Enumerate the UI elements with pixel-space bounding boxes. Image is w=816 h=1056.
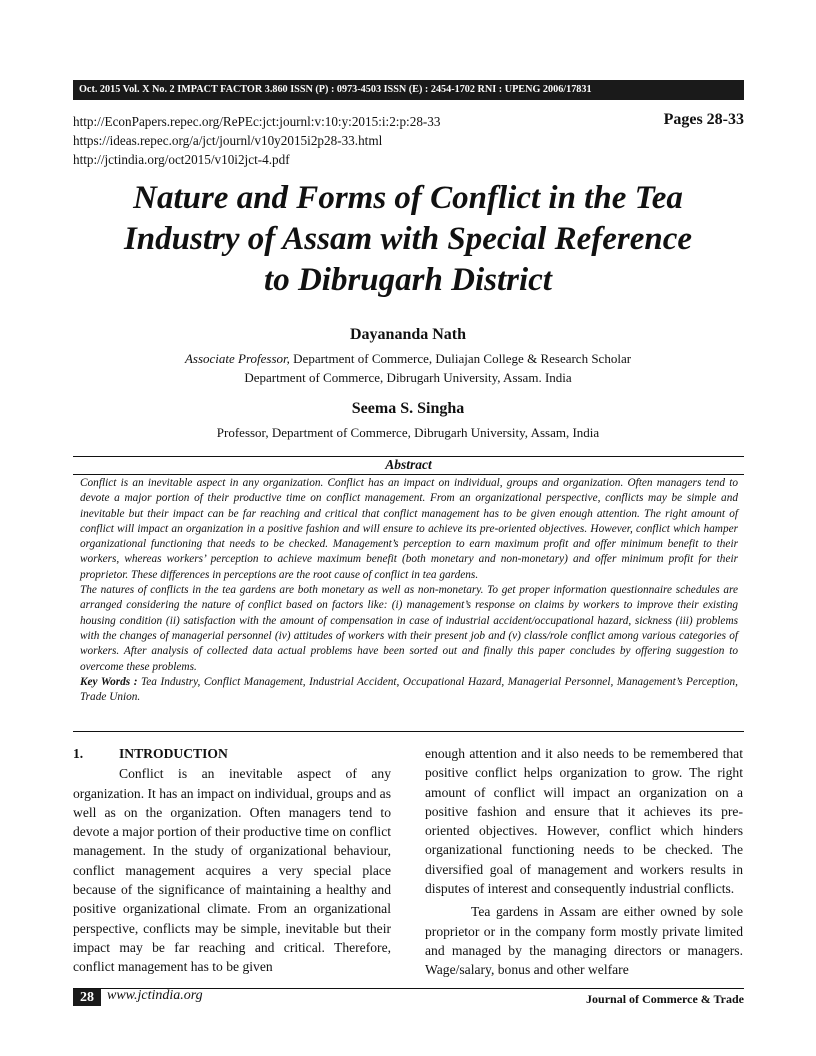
section-heading [73, 744, 391, 763]
keywords [80, 675, 738, 706]
author-2-name: Seema S. Singha [351, 400, 465, 417]
author-2-affiliation [60, 423, 756, 442]
body-column-left [73, 744, 391, 977]
title-line-1: Nature and Forms of Conflict in the Tea [133, 180, 683, 216]
repository-links [73, 112, 441, 169]
intro-paragraph-1-continued: enough attention and it also needs to be remembered that positive conflict helps organization to grow. The right amount of conflict will impact an organization on a positive fashion and ensure that it achieves its pre-oriented objectives. However, conflict which hinders organizational functioning needs to be checked. The diversified goal of management and workers results in disputes of interest and consequently industrial conflicts. [425, 746, 743, 897]
section-number: 1. [73, 746, 84, 761]
intro-paragraph-2: Tea gardens in Assam are either owned by sole proprietor or in the company form mostly private limited and managed by the managing directors or managers. Wage/salary, bonus and other welfare [425, 904, 743, 978]
section-title: INTRODUCTION [119, 746, 228, 761]
econpapers-link[interactable]: http://EconPapers.repec.org/RePEc:jct:journl:v:10:y:2015:i:2:p:28-33 [73, 114, 441, 129]
author-1-affil-line-2: Department of Commerce, Dibrugarh University, Assam. India [244, 370, 572, 385]
page-range: Pages 28-33 [663, 111, 744, 128]
ideas-repec-link[interactable]: https://ideas.repec.org/a/jct/journl/v10y2015i2p28-33.html [73, 133, 383, 148]
author-2-affil-line-1: Professor, Department of Commerce, Dibrugarh University, Assam, India [216, 425, 600, 440]
jctindia-pdf-link[interactable]: http://jctindia.org/oct2015/v10i2jct-4.pdf [73, 152, 290, 167]
author-1-affiliation [60, 349, 756, 387]
abstract-text [80, 476, 738, 705]
author-1-role: Associate Professor, [184, 351, 290, 366]
paper-title [60, 178, 756, 301]
abstract-paragraph-2: The natures of conflicts in the tea gardens are both monetary as well as non-monetary. To get proper information questionnaire schedules are arranged considering the nature of conflict based on factors like: (i) management’s response on claims by workers to improve their existing housing condition (ii) satisfaction with the amount of compensation in case of industrial accident/occupational hazard, sickness (iii) problems with the changes of managerial personnel (iv) attitudes of workers with their present job and (v) class/role conflict among various categories of workers. After analysis of collected data actual problems have been sorted out and finally this paper concludes by offering suggestion to overcome these problems. [80, 584, 738, 673]
issue-info-bar: Oct. 2015 Vol. X No. 2 IMPACT FACTOR 3.860 ISSN (P) : 0973-4503 ISSN (E) : 2454-1702 RNI : UPENG 2006/17831 [73, 80, 744, 100]
intro-paragraph-1: Conflict is an inevitable aspect of any organization. It has an impact on individual, groups and as well as on the organization. Often managers tend to devote a major portion of their productive time on conflict management. In the study of organizational behaviour, conflict management acquires a very special place because of the significance of maintaining a healthy and positive organizational climate. From an organizational perspective, conflicts may be simple, inevitable but their impact may be far reaching and critical. Therefore, conflict management has to be given [73, 766, 391, 975]
keywords-list: Tea Industry, Conflict Management, Industrial Accident, Occupational Hazard, Managerial Personnel, Management’s Perception, Trade Union. [80, 675, 738, 704]
body-column-right [425, 744, 743, 980]
title-line-3: to Dibrugarh District [264, 262, 552, 298]
abstract-paragraph-1: Conflict is an inevitable aspect in any organization. Conflict has an impact on individual, groups and organization. Often managers tend to devote a major portion of their productive time on conflict management. From an organizational perspective, conflicts may be simple and inevitable but their impact can be far reaching and critical that conflict management has to be given enough attention. The right amount of conflict will impact an organization in a positive fashion and will ensure to achieve its pre-oriented objectives. However, conflict which hamper organizational functioning that needs to be checked. Management’s perception to earn maximum profit and offer minimum benefit to their workers, whereas workers’ perception to achieve maximum benefit (both monetary and non-monetary) and offer minimum profit for their proprietor. These differences in perceptions are the root cause of conflict in tea gardens. [80, 477, 738, 581]
author-1-name: Dayananda Nath [349, 326, 467, 343]
title-line-2: Industry of Assam with Special Reference [123, 221, 693, 257]
abstract-heading: Abstract [385, 457, 432, 472]
abstract-divider [73, 474, 744, 475]
keywords-label: Key Words : [80, 675, 138, 688]
page-number: 28 [73, 989, 101, 1006]
journal-website[interactable]: www.jctindia.org [107, 988, 203, 1003]
author-1-affil-line-1: Department of Commerce, Duliajan College & Research Scholar [289, 351, 632, 366]
journal-name: Journal of Commerce & Trade [586, 992, 744, 1006]
